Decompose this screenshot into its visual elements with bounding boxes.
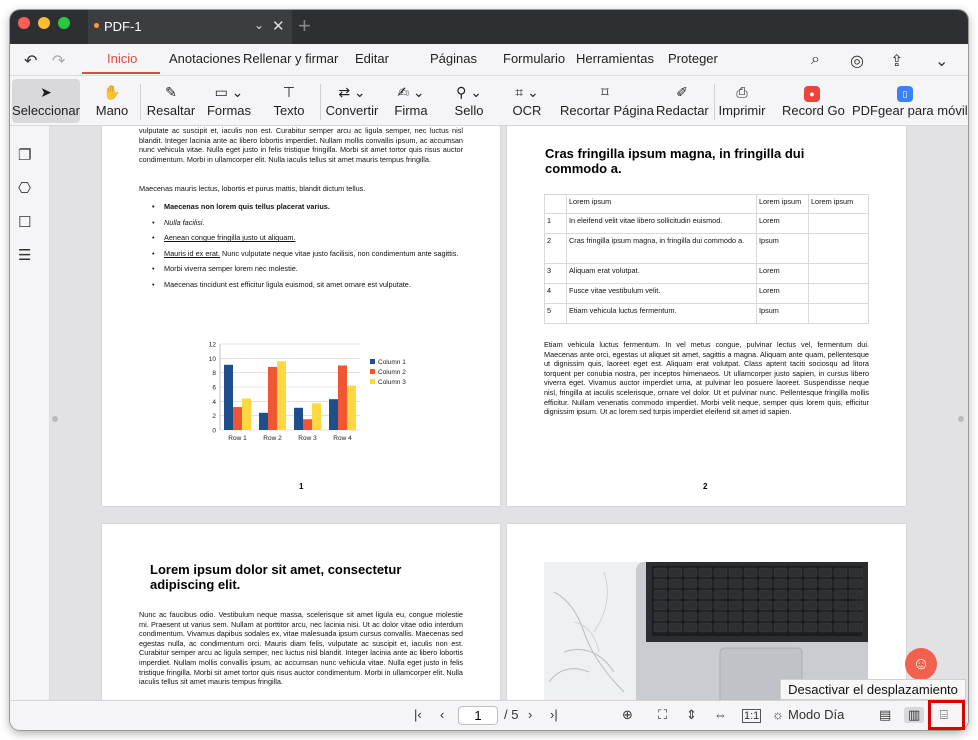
page1-intro: vulputate ac suscipit et, iaculis non est. Curabitur semper arcu ac ligula semper, nec luctus nisl blandit. Integer lacinia ante ac libero lobortis imperdiet. Nullam mollis convallis ipsum, ac accumsan nunc vehicula vitae. Nulla eget justo in felis tristique fringilla. Morbi sit amet tortor quis risus auctor condimentum. Morbi in ullamcorper elit. Nulla iaculis tellus sit amet mauris tempus fringilla. bbox=[139, 126, 463, 164]
keyboard-key bbox=[789, 623, 802, 632]
keyboard-key bbox=[804, 568, 817, 577]
chart-bar bbox=[224, 365, 233, 430]
table-cell: Fusce vitae vestibulum velit. bbox=[567, 284, 757, 304]
keyboard-key bbox=[699, 568, 712, 577]
table-cell: 1 bbox=[545, 214, 567, 234]
tab-title: PDF-1 bbox=[104, 19, 142, 34]
toolbar-divider bbox=[714, 84, 715, 120]
keyboard-key bbox=[789, 568, 802, 577]
page2-body: Etiam vehicula luctus fermentum. In vel metus congue, pulvinar lectus vel, fermentum dui. Maecenas ante orci, egestas ut aliquet sit amet, sagittis a magna. Aliquam ante quam, pellentesque ut dignissim quis, laoreet eget est. Aliquam erat volutpat. Class aptent taciti sociosqu ad litora torquent per conubia nostra, per inceptos himenaeos. Ut ullamcorper justo sapien, in cursus libero viverra eget. Vivamus auctor imperdiet urna, at pulvinar leo posuere laoreet. Suspendisse neque nisl, fringilla at iaculis scelerisque, ornare vel dolor. Ut et pulvinar nunc. Pellentesque fringilla mollis efficitur. Nullam venenatis commodo imperdiet. Morbi velit neque, semper quis lorem quis, efficitur dignissim ipsum. Ut ac lorem sed turpis imperdiet eleifend sit amet id sapien. bbox=[544, 340, 869, 417]
list-item: • Maecenas non lorem quis tellus placerat varius. bbox=[164, 202, 464, 212]
keyboard-key bbox=[714, 623, 727, 632]
keyboard-key bbox=[789, 590, 802, 599]
fit-page-icon[interactable]: ⛶ bbox=[658, 707, 668, 722]
keyboard-key bbox=[729, 579, 742, 588]
cursor-icon: ➤ bbox=[40, 84, 52, 100]
y-tick-label: 8 bbox=[212, 370, 216, 378]
keyboard-key bbox=[684, 601, 697, 610]
keyboard-key bbox=[819, 612, 832, 621]
keyboard-key bbox=[684, 568, 697, 577]
keyboard-key bbox=[819, 601, 832, 610]
keyboard-key bbox=[684, 623, 697, 632]
keyboard-key bbox=[759, 623, 772, 632]
close-window-button[interactable] bbox=[18, 17, 30, 29]
redact-icon: ✐ bbox=[676, 84, 688, 100]
menu-formulario[interactable]: Formulario bbox=[503, 51, 566, 66]
keyboard-key bbox=[699, 590, 712, 599]
rectangle-icon: ▭ ⌄ bbox=[214, 84, 244, 100]
keyboard-key bbox=[804, 612, 817, 621]
keyboard-key bbox=[714, 579, 727, 588]
keyboard-key bbox=[789, 579, 802, 588]
legend-label: Column 3 bbox=[378, 379, 406, 386]
y-tick-label: 12 bbox=[208, 341, 216, 349]
first-page-icon[interactable]: |‹ bbox=[414, 707, 422, 722]
keyboard-key bbox=[774, 590, 787, 599]
page2-title: Cras fringilla ipsum magna, in fringilla dui commodo a. bbox=[545, 146, 805, 176]
y-tick-label: 0 bbox=[212, 427, 216, 435]
undo-icon[interactable]: ↶ bbox=[24, 53, 38, 70]
keyboard-key bbox=[819, 623, 832, 632]
chart-bar bbox=[242, 398, 251, 430]
stamp-icon: ⚲ ⌄ bbox=[456, 84, 482, 100]
keyboard-key bbox=[834, 623, 847, 632]
keyboard-key bbox=[714, 601, 727, 610]
table-cell bbox=[809, 234, 869, 264]
table-cell: Cras fringilla ipsum magna, in fringilla dui commodo a. bbox=[567, 234, 757, 264]
chart-bar bbox=[294, 408, 303, 430]
keyboard-key bbox=[759, 612, 772, 621]
menu-paginas[interactable]: Páginas bbox=[430, 51, 477, 66]
single-page-icon[interactable]: ▤ bbox=[879, 707, 892, 722]
signature-tool[interactable]: ✍ ⌄ Firma bbox=[393, 79, 429, 123]
table-cell: Ipsum bbox=[757, 234, 809, 264]
keyboard-key bbox=[654, 623, 667, 632]
menu-editar[interactable]: Editar bbox=[355, 51, 389, 66]
keyboard-key bbox=[729, 623, 742, 632]
keyboard-key bbox=[699, 579, 712, 588]
table-cell: 5 bbox=[545, 304, 567, 324]
table-cell: 3 bbox=[545, 264, 567, 284]
keyboard-key bbox=[744, 568, 757, 577]
table-cell: Etiam vehicula luctus fermentum. bbox=[567, 304, 757, 324]
table-row bbox=[545, 214, 869, 234]
fit-width-icon[interactable]: ⇔ bbox=[714, 707, 727, 722]
shapes-tool[interactable]: ▭ ⌄ Formas bbox=[206, 79, 252, 123]
active-menu-indicator bbox=[82, 72, 160, 74]
table-row bbox=[545, 234, 869, 264]
keyboard-key bbox=[789, 601, 802, 610]
fit-height-icon[interactable]: ⇕ bbox=[686, 707, 697, 722]
table-row bbox=[545, 284, 869, 304]
text-box-icon: ⊤ bbox=[282, 84, 296, 100]
keyboard-key bbox=[654, 568, 667, 577]
legend-label: Column 2 bbox=[378, 369, 406, 376]
mobile-icon: ▯ bbox=[852, 81, 958, 103]
page1-bullet-list bbox=[164, 202, 464, 296]
keyboard-key bbox=[819, 579, 832, 588]
keyboard-key bbox=[834, 579, 847, 588]
x-tick-label: Row 4 bbox=[333, 435, 352, 442]
keyboard-key bbox=[774, 601, 787, 610]
chart-bar bbox=[338, 366, 347, 431]
keyboard-key bbox=[759, 601, 772, 610]
keyboard-key bbox=[729, 568, 742, 577]
keyboard-key bbox=[849, 601, 862, 610]
y-tick-label: 2 bbox=[212, 413, 216, 421]
keyboard-key bbox=[819, 568, 832, 577]
page-number-input[interactable]: 1 bbox=[458, 706, 498, 725]
last-page-icon[interactable]: ›| bbox=[550, 707, 558, 722]
list-item: • Nulla facilisi. bbox=[164, 218, 464, 228]
record-go-tool[interactable]: ● Record Go bbox=[782, 79, 842, 123]
table-cell bbox=[809, 284, 869, 304]
printer-icon: ⎙ bbox=[736, 84, 748, 100]
table-cell bbox=[809, 304, 869, 324]
day-mode-icon[interactable]: ☼ bbox=[772, 707, 784, 722]
table-cell: Lorem ipsum bbox=[809, 195, 869, 214]
keyboard-key bbox=[849, 579, 862, 588]
keyboard-key bbox=[834, 601, 847, 610]
toolbar bbox=[10, 76, 968, 126]
keyboard-key bbox=[834, 612, 847, 621]
highlighter-icon: ✎ bbox=[165, 84, 177, 100]
redo-icon[interactable]: ↷ bbox=[52, 53, 66, 70]
keyboard-key bbox=[669, 590, 682, 599]
keyboard-key bbox=[669, 623, 682, 632]
table-cell bbox=[809, 264, 869, 284]
day-mode-label[interactable]: Modo Día bbox=[788, 707, 845, 722]
table-cell: In eleifend velit vitae libero sollicitudin euismod. bbox=[567, 214, 757, 234]
keyboard-key bbox=[669, 612, 682, 621]
page3-body: Nunc ac faucibus odio. Vestibulum neque massa, scelerisque sit amet ligula eu, congue molestie mi. Praesent ut varius sem. Nullam at porttitor arcu, nec lacinia nisi. Ut ac dolor vitae odio interdum condimentum. Vivamus dapibus sodales ex, vitae malesuada ipsum cursus convallis. Maecenas sed egestas nulla, ac condimentum orci. Mauris diam felis, vulputate ac suscipit et, iaculis non est. Curabitur semper arcu ac ligula semper, nec luctus nisl blandit. Integer lacinia ante ac libero lobortis imperdiet. Nullam mollis convallis ipsum, ac accumsan nunc vehicula vitae. Nulla eget justo in felis tristique fringilla. Morbi sit amet tortor quis risus auctor condimentum. Morbi in ullamcorper elit. Nulla iaculis tellus sit amet mauris tempus fringilla. bbox=[139, 610, 463, 687]
two-page-icon[interactable]: ▥ bbox=[904, 707, 924, 723]
print-tool[interactable]: ⎙ Imprimir bbox=[718, 79, 766, 123]
legend-swatch bbox=[370, 369, 375, 374]
keyboard-key bbox=[759, 579, 772, 588]
ocr-icon: ⌗ ⌄ bbox=[515, 84, 539, 100]
keyboard-key bbox=[684, 612, 697, 621]
highlight-tool[interactable]: ✎ Resaltar bbox=[146, 79, 196, 123]
title-bar bbox=[10, 10, 968, 44]
keyboard-key bbox=[669, 601, 682, 610]
actual-size-icon[interactable]: 1:1 bbox=[744, 710, 760, 722]
page1-para2: Maecenas mauris lectus, lobortis et purus mattis, blandit dictum tellus. bbox=[139, 184, 366, 193]
keyboard-key bbox=[849, 612, 862, 621]
prev-page-icon[interactable]: ‹ bbox=[440, 707, 445, 722]
mobile-app-tool[interactable]: ▯ PDFgear para móvil bbox=[852, 79, 958, 123]
convert-icon: ⇄ ⌄ bbox=[338, 84, 366, 100]
text-tool[interactable]: ⊤ Texto bbox=[268, 79, 310, 123]
stamp-tool[interactable]: ⚲ ⌄ Sello bbox=[452, 79, 486, 123]
keyboard-key bbox=[744, 590, 757, 599]
keyboard-key bbox=[729, 601, 742, 610]
keyboard-key bbox=[759, 568, 772, 577]
scroll-tooltip: Desactivar el desplazamiento bbox=[780, 679, 966, 700]
table-cell: Lorem bbox=[757, 284, 809, 304]
list-item bbox=[164, 249, 464, 259]
chart-bar bbox=[259, 413, 268, 430]
table-cell: Ipsum bbox=[757, 304, 809, 324]
x-tick-label: Row 1 bbox=[228, 435, 247, 442]
scroll-handle-left[interactable] bbox=[52, 416, 58, 422]
toolbar-divider bbox=[320, 84, 321, 120]
keyboard-key bbox=[744, 623, 757, 632]
underlined-span: Mauris id ex erat. bbox=[164, 248, 220, 258]
table-cell bbox=[809, 214, 869, 234]
keyboard-key bbox=[774, 623, 787, 632]
comments-icon[interactable]: ☐ bbox=[18, 214, 32, 231]
table-cell: Lorem bbox=[757, 264, 809, 284]
list-item: • Aenean congue fringilla justo ut aliquam. bbox=[164, 233, 464, 243]
chart-bar bbox=[268, 367, 277, 430]
new-tab-icon[interactable]: + bbox=[298, 13, 311, 38]
keyboard-key bbox=[699, 601, 712, 610]
search-document-icon[interactable]: ☰ bbox=[18, 247, 32, 264]
convert-tool[interactable]: ⇄ ⌄ Convertir bbox=[324, 79, 380, 123]
app-window bbox=[10, 10, 968, 730]
keyboard-key bbox=[804, 601, 817, 610]
keyboard-key bbox=[699, 623, 712, 632]
chart-bar bbox=[303, 419, 312, 430]
keyboard-key bbox=[744, 612, 757, 621]
bar-chart bbox=[200, 326, 420, 446]
x-tick-label: Row 2 bbox=[263, 435, 282, 442]
keyboard-key bbox=[744, 579, 757, 588]
keyboard-key bbox=[819, 590, 832, 599]
keyboard-key bbox=[654, 579, 667, 588]
table-cell: Lorem ipsum bbox=[567, 195, 757, 214]
page2-table bbox=[544, 194, 869, 324]
close-tab-icon[interactable]: ✕ bbox=[272, 18, 285, 35]
keyboard-key bbox=[804, 623, 817, 632]
keyboard-key bbox=[774, 612, 787, 621]
keyboard-key bbox=[729, 612, 742, 621]
keyboard-key bbox=[834, 568, 847, 577]
legend-swatch bbox=[370, 379, 375, 384]
zoom-in-icon[interactable]: ⊕ bbox=[622, 707, 633, 722]
pages-icon[interactable]: ❐ bbox=[18, 147, 32, 164]
keyboard-key bbox=[849, 568, 862, 577]
x-tick-label: Row 3 bbox=[298, 435, 317, 442]
document-canvas[interactable] bbox=[50, 126, 968, 700]
keyboard-key bbox=[759, 590, 772, 599]
crop-page-tool[interactable]: ⌑ Recortar Página bbox=[560, 79, 650, 123]
keyboard-key bbox=[654, 590, 667, 599]
keyboard-key bbox=[804, 579, 817, 588]
chart-bar bbox=[277, 361, 286, 430]
list-item: • Morbi viverra semper lorem nec molestie. bbox=[164, 264, 464, 274]
redact-tool[interactable]: ✐ Redactar bbox=[656, 79, 708, 123]
page-4 bbox=[507, 524, 906, 700]
keyboard-key bbox=[714, 568, 727, 577]
table-row bbox=[545, 304, 869, 324]
scroll-mode-icon[interactable]: ⌸ bbox=[940, 707, 948, 722]
page-1 bbox=[102, 126, 500, 506]
document-tab[interactable] bbox=[88, 10, 292, 44]
chart-bar bbox=[329, 399, 338, 430]
legend-label: Column 1 bbox=[378, 359, 406, 366]
legend-swatch bbox=[370, 359, 375, 364]
share-icon[interactable]: ⇪ bbox=[890, 53, 904, 70]
keyboard-key bbox=[774, 579, 787, 588]
menu-inicio[interactable]: Inicio bbox=[107, 51, 138, 66]
table-header-row bbox=[545, 195, 869, 214]
keyboard-key bbox=[789, 612, 802, 621]
page-2 bbox=[507, 126, 906, 506]
unsaved-dot-icon bbox=[94, 23, 99, 28]
keyboard-key bbox=[729, 590, 742, 599]
menu-rellenar-firmar[interactable]: Rellenar y firmar bbox=[243, 51, 339, 66]
scroll-handle-right[interactable] bbox=[958, 416, 964, 422]
chevron-down-icon[interactable]: ⌄ bbox=[254, 18, 265, 32]
y-tick-label: 4 bbox=[212, 398, 216, 406]
menu-bar bbox=[10, 44, 968, 76]
keyboard-key bbox=[684, 590, 697, 599]
table-cell: Aliquam erat volutpat. bbox=[567, 264, 757, 284]
select-tool[interactable]: ➤ Seleccionar bbox=[12, 79, 80, 123]
keyboard-key bbox=[714, 590, 727, 599]
minimize-window-button[interactable] bbox=[38, 17, 50, 29]
keyboard-key bbox=[684, 579, 697, 588]
keyboard-key bbox=[849, 623, 862, 632]
keyboard-key bbox=[714, 612, 727, 621]
chart-bar bbox=[233, 407, 242, 430]
chart-bar bbox=[347, 386, 356, 430]
hand-icon: ✋ bbox=[103, 84, 121, 100]
next-page-icon[interactable]: › bbox=[528, 707, 533, 722]
list-item: • Maecenas tincidunt est efficitur ligula euismod, sit amet ornare est vulputate. bbox=[164, 280, 464, 290]
menu-anotaciones[interactable]: Anotaciones bbox=[169, 51, 241, 66]
assistant-robot-icon[interactable]: ☺ bbox=[905, 648, 937, 680]
menu-proteger[interactable]: Proteger bbox=[668, 51, 718, 66]
highlight-box bbox=[928, 700, 965, 730]
page2-number: 2 bbox=[703, 482, 708, 491]
keyboard-key bbox=[669, 579, 682, 588]
left-sidebar bbox=[10, 126, 50, 700]
keyboard-key bbox=[669, 568, 682, 577]
y-tick-label: 6 bbox=[212, 384, 216, 392]
chart-bar bbox=[312, 403, 321, 430]
menu-herramientas[interactable]: Herramientas bbox=[576, 51, 655, 66]
chevron-down-icon[interactable]: ⌄ bbox=[935, 53, 949, 70]
span-text: Nunc vulputate neque vitae justo facilisis, non condimentum ante sagittis. bbox=[222, 248, 459, 258]
keyboard-key bbox=[804, 590, 817, 599]
toolbar-divider bbox=[140, 84, 141, 120]
keyboard-key bbox=[774, 568, 787, 577]
keyboard-key bbox=[744, 601, 757, 610]
table-cell: Lorem ipsum bbox=[757, 195, 809, 214]
status-bar bbox=[10, 700, 968, 730]
signature-icon: ✍ ⌄ bbox=[397, 84, 425, 100]
table-row bbox=[545, 264, 869, 284]
support-icon[interactable]: ◎ bbox=[850, 53, 864, 70]
keyboard-key bbox=[699, 612, 712, 621]
table-cell: 2 bbox=[545, 234, 567, 264]
record-icon: ● bbox=[782, 81, 842, 103]
ocr-tool[interactable]: ⌗ ⌄ OCR bbox=[510, 79, 544, 123]
keyboard-key bbox=[849, 590, 862, 599]
search-icon[interactable]: ⌕ bbox=[811, 51, 820, 68]
page-3 bbox=[102, 524, 500, 700]
keyboard-key bbox=[654, 612, 667, 621]
crop-icon: ⌑ bbox=[601, 84, 609, 100]
maximize-window-button[interactable] bbox=[58, 17, 70, 29]
table-cell: 4 bbox=[545, 284, 567, 304]
keyboard-key bbox=[834, 590, 847, 599]
page3-title: Lorem ipsum dolor sit amet, consectetur adipiscing elit. bbox=[150, 562, 402, 592]
table-cell bbox=[545, 195, 567, 214]
hand-tool[interactable]: ✋ Mano bbox=[90, 79, 134, 123]
page-total: / 5 bbox=[504, 707, 519, 722]
bookmark-icon[interactable]: ⎔ bbox=[18, 180, 32, 197]
y-tick-label: 10 bbox=[208, 355, 216, 363]
page1-number: 1 bbox=[299, 482, 304, 491]
keyboard-key bbox=[654, 601, 667, 610]
table-cell: Lorem bbox=[757, 214, 809, 234]
